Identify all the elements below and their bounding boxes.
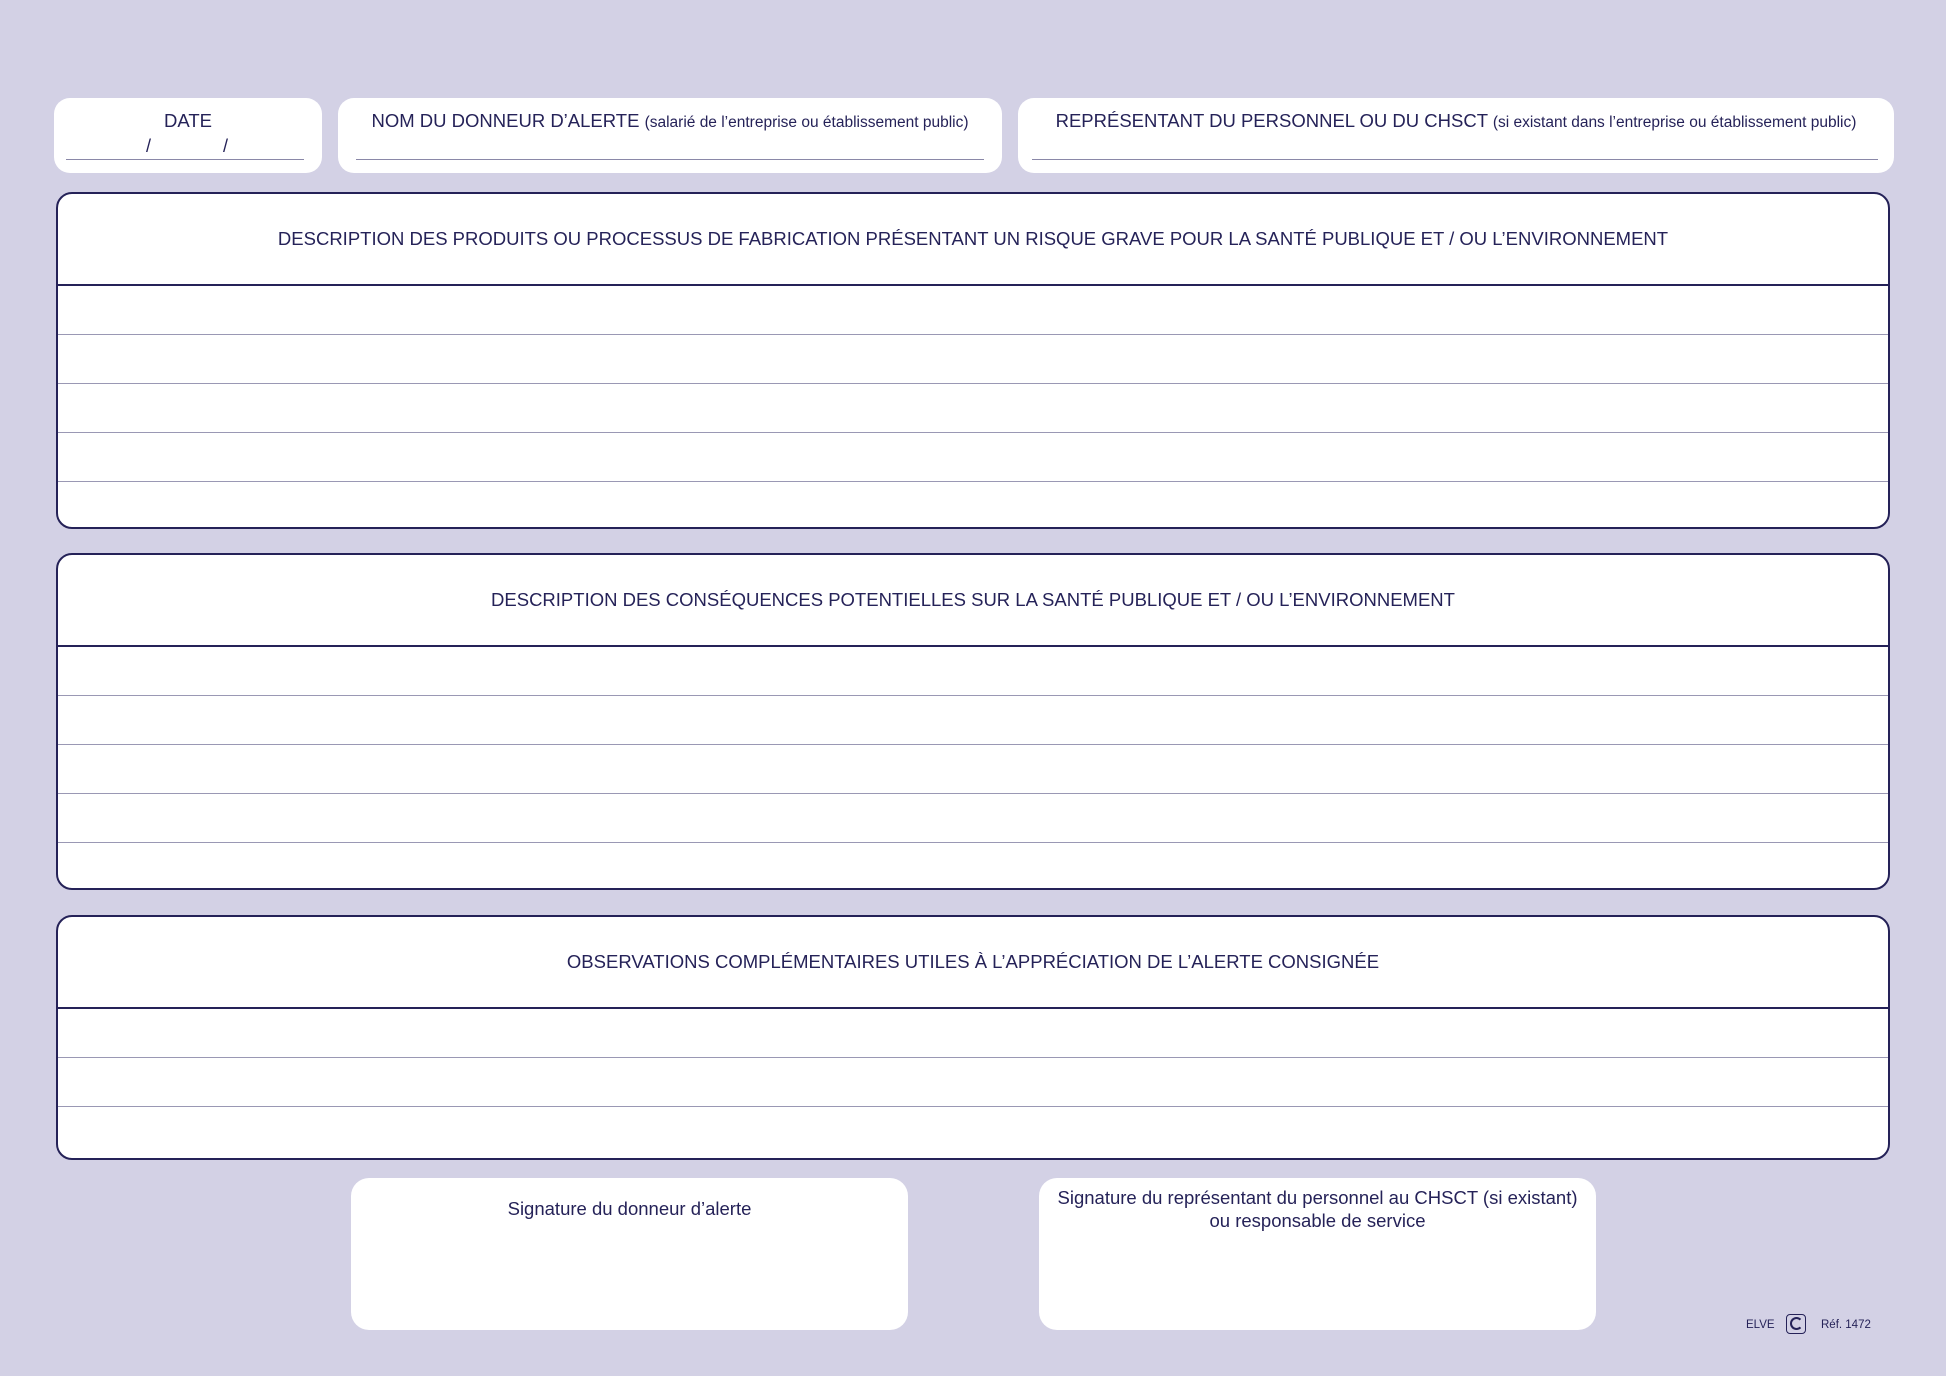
whistleblower-name-label: NOM DU DONNEUR D’ALERTE (salarié de l’entreprise ou établissement public)	[371, 110, 969, 131]
writing-line[interactable]	[58, 335, 1888, 384]
writing-line[interactable]	[58, 286, 1888, 335]
signature-representative-box[interactable]	[1039, 1178, 1596, 1330]
staff-representative-label: REPRÉSENTANT DU PERSONNEL OU DU CHSCT (si existant dans l’entreprise ou établissement public)	[1055, 110, 1857, 131]
writing-line[interactable]	[58, 745, 1888, 794]
writing-line[interactable]	[58, 1058, 1888, 1107]
date-input-line[interactable]	[66, 159, 304, 160]
brand-name: ELVE	[1746, 1319, 1775, 1331]
writing-line[interactable]	[58, 647, 1888, 696]
date-slash: /	[146, 136, 152, 156]
writing-line[interactable]	[58, 482, 1888, 529]
date-slash: /	[223, 136, 229, 156]
whistleblower-name-input-line[interactable]	[356, 159, 984, 160]
signature-whistleblower-box[interactable]	[351, 1178, 908, 1330]
section-products-description	[56, 192, 1890, 529]
whistleblower-name-sublabel: (salarié de l’entreprise ou établissement public)	[644, 114, 969, 131]
section-consequences-title: DESCRIPTION DES CONSÉQUENCES POTENTIELLES SUR LA SANTÉ PUBLIQUE ET / OU L’ENVIRONNEMENT	[58, 555, 1888, 647]
writing-line[interactable]	[58, 794, 1888, 843]
date-label: DATE	[164, 110, 212, 131]
writing-line[interactable]	[58, 1009, 1888, 1058]
date-field[interactable]	[54, 98, 322, 173]
staff-representative-field[interactable]	[1018, 98, 1894, 173]
section-observations-title: OBSERVATIONS COMPLÉMENTAIRES UTILES À L’APPRÉCIATION DE L’ALERTE CONSIGNÉE	[58, 917, 1888, 1009]
reference-number: Réf. 1472	[1821, 1319, 1871, 1331]
writing-line[interactable]	[58, 696, 1888, 745]
writing-line[interactable]	[58, 433, 1888, 482]
signature-whistleblower-label: Signature du donneur d’alerte	[507, 1198, 752, 1219]
signature-representative-label: Signature du représentant du personnel au CHSCT (si existant)	[1057, 1187, 1578, 1208]
writing-line[interactable]	[58, 384, 1888, 433]
signature-representative-sublabel: ou responsable de service	[1209, 1210, 1426, 1231]
section-consequences-description	[56, 553, 1890, 890]
writing-line[interactable]	[58, 843, 1888, 890]
elve-logo-icon	[1786, 1314, 1806, 1334]
staff-representative-input-line[interactable]	[1032, 159, 1878, 160]
section-observations	[56, 915, 1890, 1160]
staff-representative-sublabel: (si existant dans l’entreprise ou établissement public)	[1492, 114, 1857, 131]
writing-line[interactable]	[58, 1107, 1888, 1156]
section-products-title: DESCRIPTION DES PRODUITS OU PROCESSUS DE FABRICATION PRÉSENTANT UN RISQUE GRAVE POUR LA SANTÉ PUBLIQUE ET / OU L’ENVIRONNEMENT	[58, 194, 1888, 286]
whistleblower-name-field[interactable]	[338, 98, 1002, 173]
